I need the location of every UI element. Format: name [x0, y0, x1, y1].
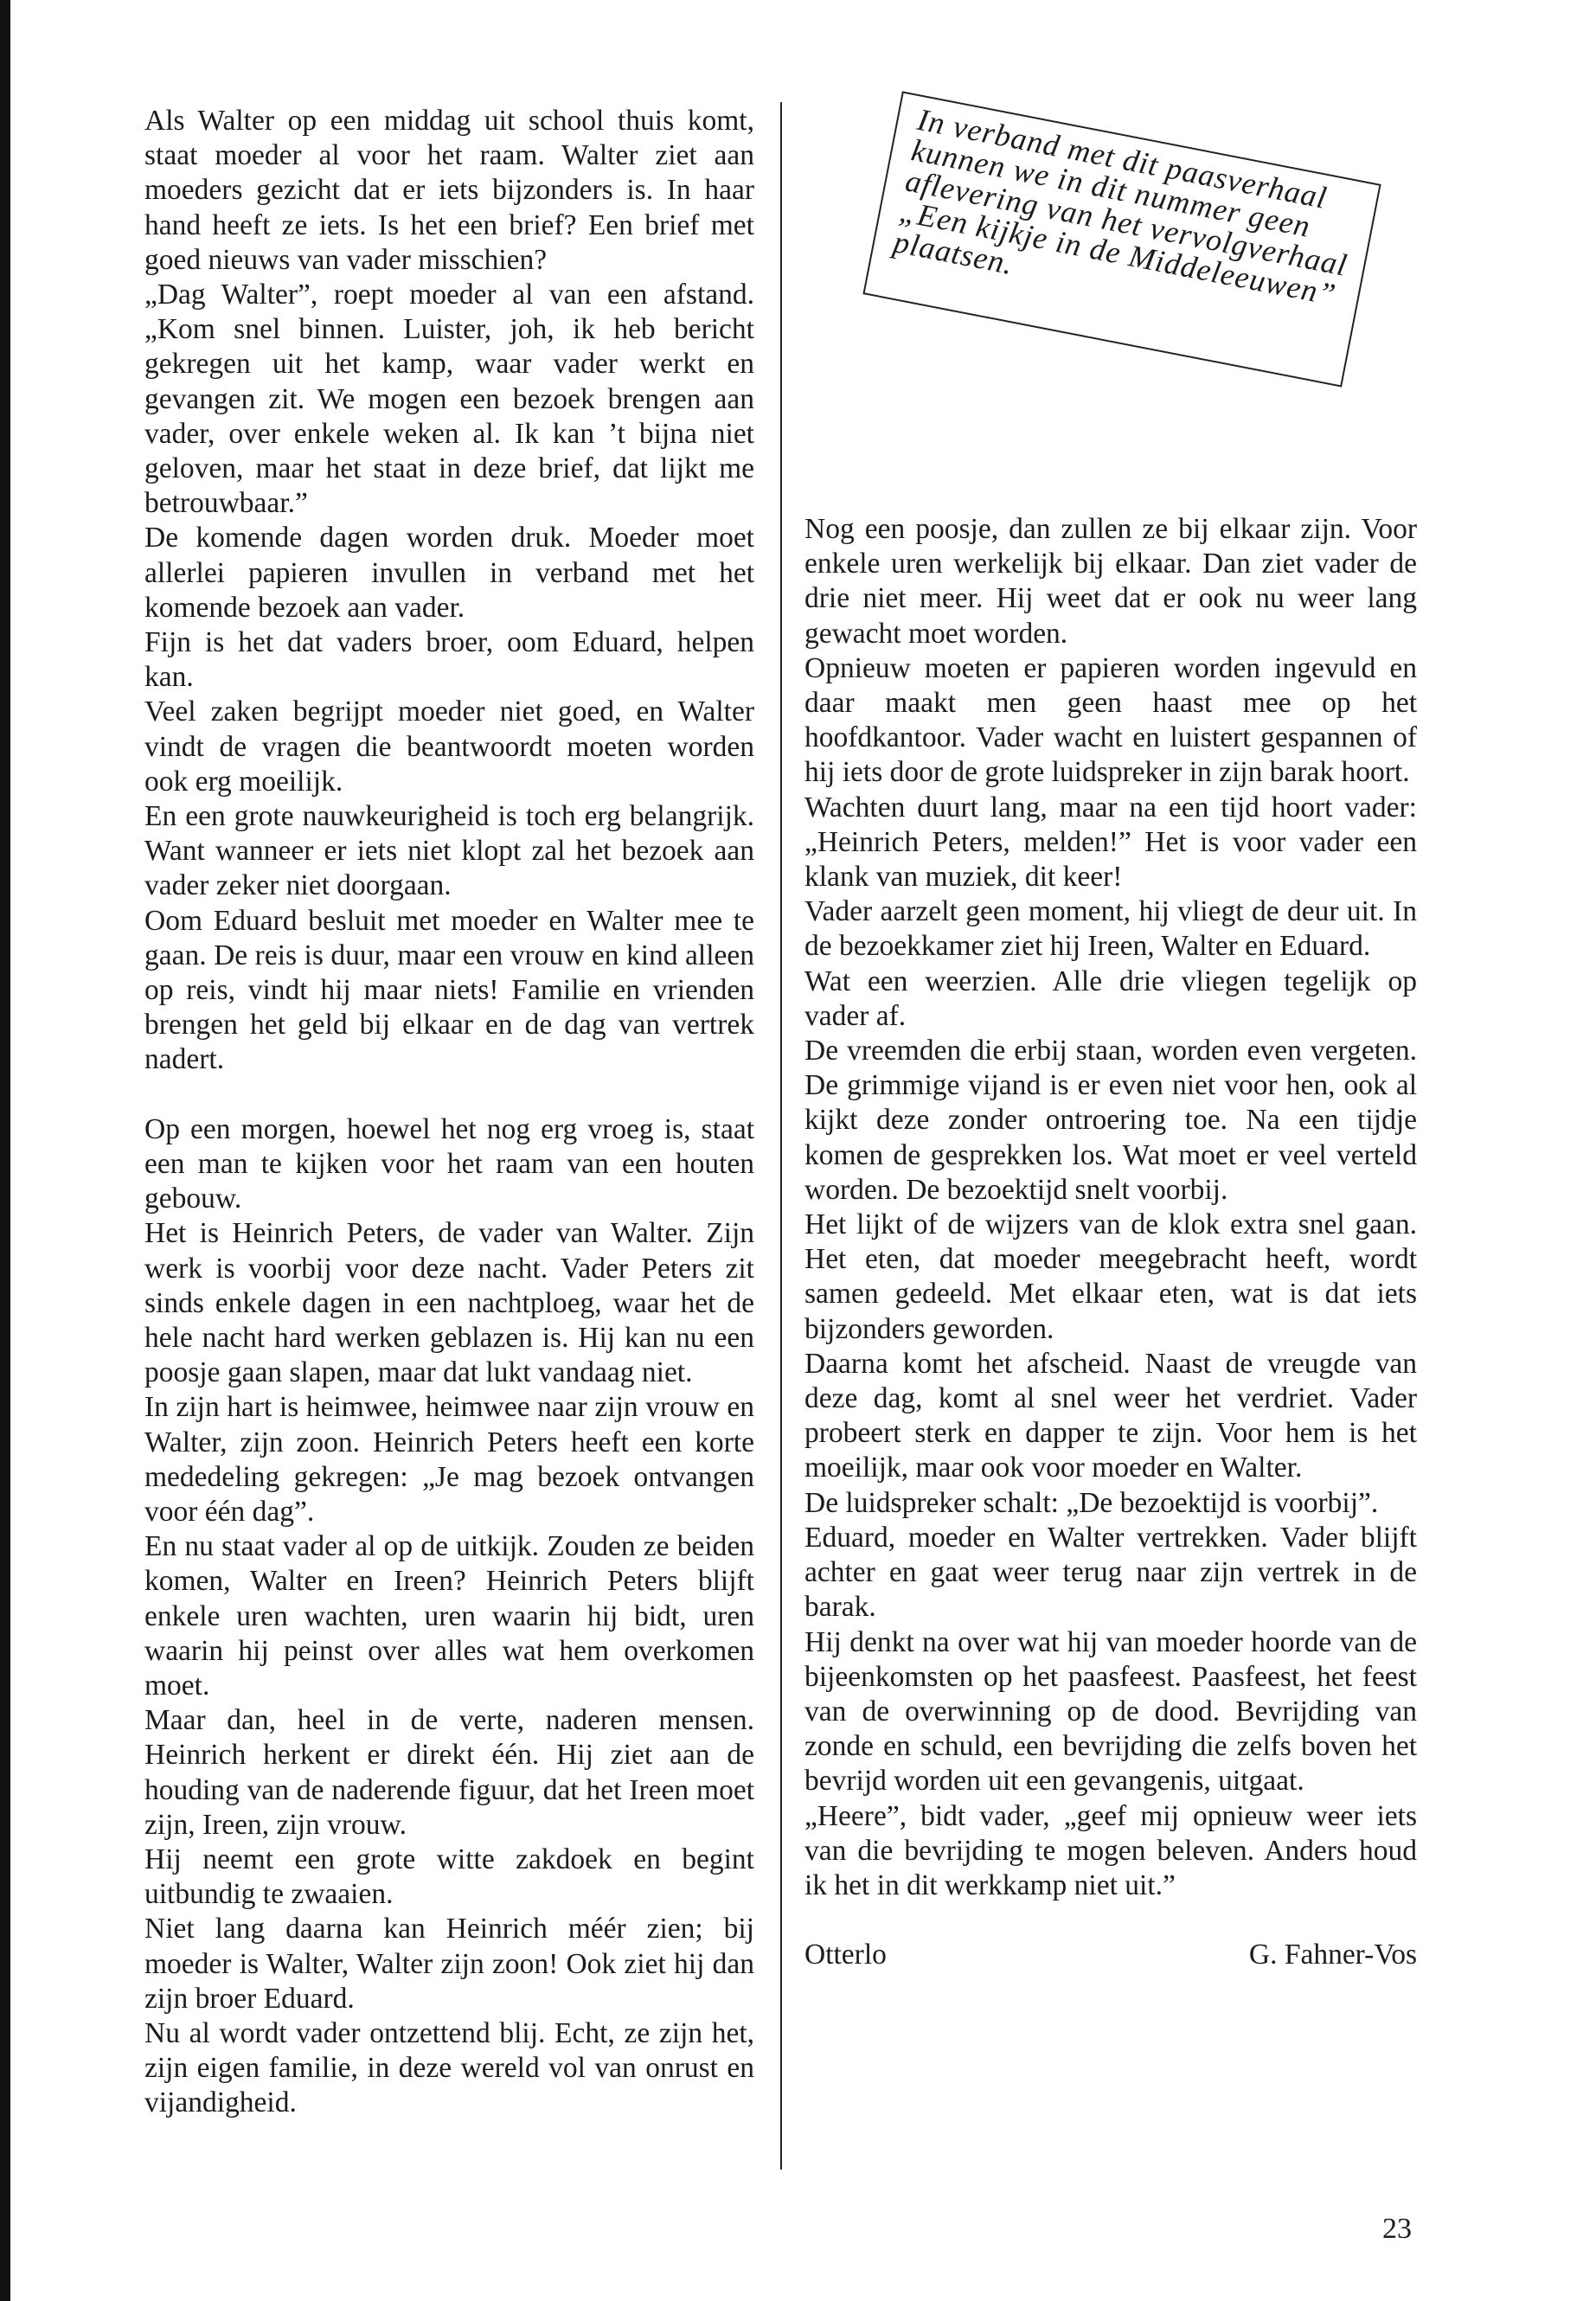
paragraph: Opnieuw moeten er papieren worden ingevuld en daar maakt men geen haast mee op het hoofdkantoor. Vader wacht en luistert gespannen of hij iets door de grote luidspreker in zijn barak hoort. — [804, 651, 1417, 789]
paragraph: „Heere”, bidt vader, „geef mij opnieuw weer iets van die bevrijding te mogen beleven. Anders houd ik het in dit werkkamp niet uit.” — [804, 1799, 1417, 1901]
right-column — [804, 512, 1417, 1972]
paragraph: De komende dagen worden druk. Moeder moet allerlei papieren invullen in verband met het komende bezoek aan vader. — [144, 522, 754, 624]
paragraph: Fijn is het dat vaders broer, oom Eduard, helpen kan. — [144, 626, 754, 694]
paragraph: Vader aarzelt geen moment, hij vliegt de deur uit. In de bezoekkamer ziet hij Ireen, Walter en Eduard. — [804, 895, 1417, 963]
paragraph: „Dag Walter”, roept moeder al van een afstand. „Kom snel binnen. Luister, joh, ik heb bericht gekregen uit het kamp, waar vader werkt en gevangen zit. We mogen een bezoek brengen aan vader, over enkele weken al. Ik kan ’t bijna niet geloven, maar het staat in deze brief, dat lijkt me betrouwbaar.” — [144, 279, 754, 520]
column-divider — [780, 102, 782, 2170]
paragraph: Maar dan, heel in de verte, naderen mensen. Heinrich herkent er direkt één. Hij ziet aan de houding van de naderende figuur, dat het Ireen moet zijn, Ireen, zijn vrouw. — [144, 1704, 754, 1841]
note-box — [862, 91, 1381, 387]
place-name: Otterlo — [804, 1939, 887, 1971]
paragraph: Niet lang daarna kan Heinrich méér zien; bij moeder is Walter, Walter zijn zoon! Ook ziet hij dan zijn broer Eduard. — [144, 1913, 754, 2015]
author-name: G. Fahner-Vos — [1248, 1939, 1417, 1971]
paragraph: Daarna komt het afscheid. Naast de vreugde van deze dag, komt al snel weer het verdriet. Vader probeert sterk en dapper te zijn. Voor hem is het moeilijk, maar ook voor moeder en Walter. — [804, 1347, 1417, 1484]
page-number: 23 — [1382, 2213, 1412, 2245]
paragraph: De vreemden die erbij staan, worden even vergeten. De grimmige vijand is er even niet voor hen, ook al kijkt deze zonder ontroering toe. Na een tijdje komen de gesprekken los. Wat moet er veel verteld worden. De bezoektijd snelt voorbij. — [804, 1035, 1417, 1206]
paragraph: Eduard, moeder en Walter vertrekken. Vader blijft achter en gaat weer terug naar zijn vertrek in de barak. — [804, 1521, 1417, 1624]
paragraph: Op een morgen, hoewel het nog erg vroeg is, staat een man te kijken voor het raam van een houten gebouw. — [144, 1112, 754, 1215]
paragraph: Wachten duurt lang, maar na een tijd hoort vader: „Heinrich Peters, melden!” Het is voor vader een klank van muziek, dit keer! — [804, 791, 1417, 894]
paragraph: Nu al wordt vader ontzettend blij. Echt, ze zijn het, zijn eigen familie, in deze wereld vol van onrust en vijandigheid. — [144, 2016, 754, 2119]
note-text: In verband met dit paasverhaal kunnen we in dit nummer geen aflevering van het vervolgverhaal „Een kijkje in de Middeleeuwen” plaatsen. — [890, 101, 1350, 312]
page-edge-bar — [0, 0, 10, 2301]
paragraph: Oom Eduard besluit met moeder en Walter mee te gaan. De reis is duur, maar een vrouw en kind alleen op reis, vindt hij maar niets! Familie en vrienden brengen het geld bij elkaar en de dag van vertrek nadert. — [144, 904, 754, 1076]
paragraph: Het is Heinrich Peters, de vader van Walter. Zijn werk is voorbij voor deze nacht. Vader Peters zit sinds enkele dagen in een nachtploeg, waar het de hele nacht hard werken geblazen is. Hij kan nu een poosje gaan slapen, maar dat lukt vandaag niet. — [144, 1217, 754, 1389]
paragraph: En een grote nauwkeurigheid is toch erg belangrijk. Want wanneer er iets niet klopt zal het bezoek aan vader zeker niet doorgaan. — [144, 800, 754, 902]
paragraph: Hij neemt een grote witte zakdoek en begint uitbundig te zwaaien. — [144, 1843, 754, 1911]
signature-line — [804, 1938, 1417, 1972]
paragraph: Veel zaken begrijpt moeder niet goed, en Walter vindt de vragen die beantwoordt moeten worden ook erg moeilijk. — [144, 695, 754, 798]
paragraph: Als Walter op een middag uit school thuis komt, staat moeder al voor het raam. Walter ziet aan moeders gezicht dat er iets bijzonders is. In haar hand heeft ze iets. Is het een brief? Een brief met goed nieuws van vader misschien? — [144, 105, 754, 276]
paragraph: Hij denkt na over wat hij van moeder hoorde van de bijeenkomsten op het paasfeest. Paasfeest, het feest van de overwinning op de dood. Bevrijding van zonde en schuld, een bevrijding die zelfs boven het bevrijd worden uit een gevangenis, uitgaat. — [804, 1625, 1417, 1798]
paragraph: Nog een poosje, dan zullen ze bij elkaar zijn. Voor enkele uren werkelijk bij elkaar. Dan ziet vader de drie niet meer. Hij weet dat er ook nu weer lang gewacht moet worden. — [804, 513, 1417, 650]
paragraph: En nu staat vader al op de uitkijk. Zouden ze beiden komen, Walter en Ireen? Heinrich Peters blijft enkele uren wachten, uren waarin hij bidt, uren waarin hij peinst over alles wat hem overkomen moet. — [144, 1530, 754, 1702]
paragraph: De luidspreker schalt: „De bezoektijd is voorbij”. — [804, 1486, 1379, 1519]
paragraph: Het lijkt of de wijzers van de klok extra snel gaan. Het eten, dat moeder meegebracht heeft, wordt samen gedeeld. Met elkaar eten, wat is dat iets bijzonders geworden. — [804, 1208, 1417, 1345]
paragraph: In zijn hart is heimwee, heimwee naar zijn vrouw en Walter, zijn zoon. Heinrich Peters heeft een korte mededeling gekregen: „Je mag bezoek ontvangen voor één dag”. — [144, 1391, 754, 1528]
section-gap — [144, 1078, 754, 1112]
paragraph: Wat een weerzien. Alle drie vliegen tegelijk op vader af. — [804, 965, 1417, 1032]
editorial-note — [843, 82, 1414, 437]
left-column — [144, 104, 754, 2121]
